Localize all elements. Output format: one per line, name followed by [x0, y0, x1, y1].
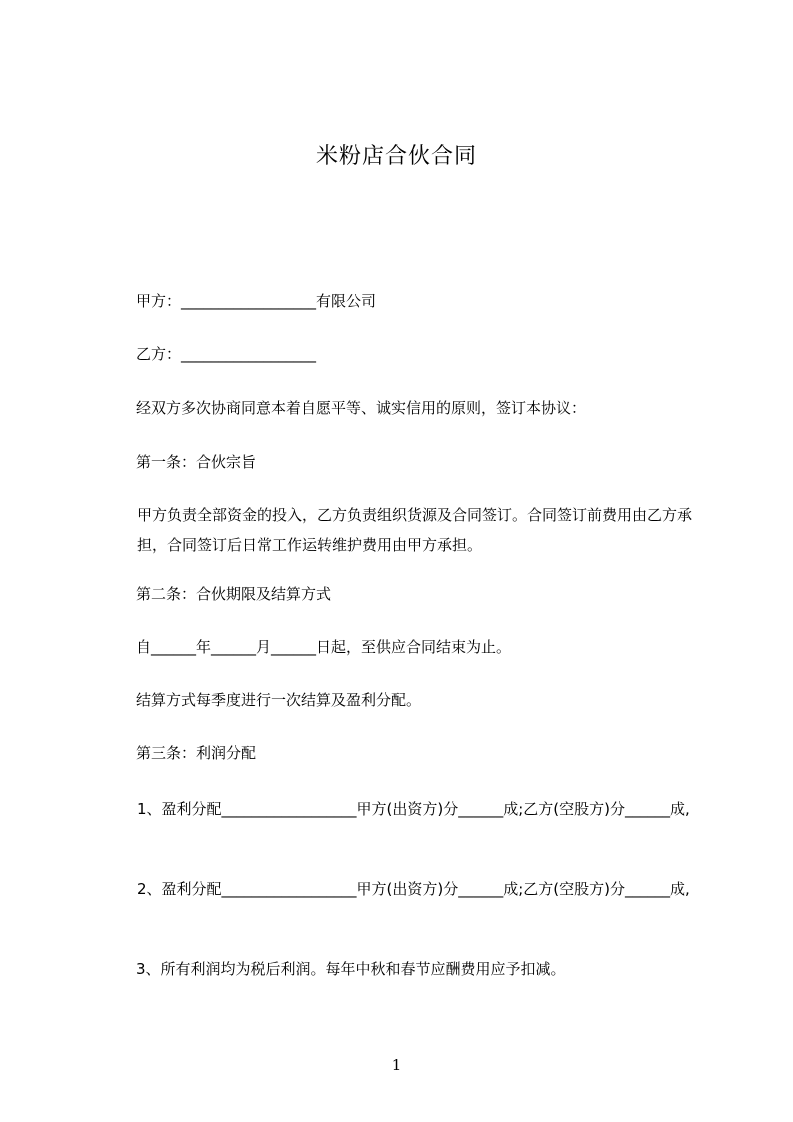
party-a-line: 甲方：__________________有限公司 — [136, 292, 377, 310]
article-1-paragraph: 甲方负责全部资金的投入，乙方负责组织货源及合同签订。合同签订前费用由乙方承担，合同签订后日常工作运转维护费用由甲方承担。 — [137, 506, 693, 554]
article-1-text — [103, 500, 703, 560]
article-3-heading: 第三条：利润分配 — [136, 744, 257, 762]
article-3-item-1 — [103, 794, 703, 824]
article-2-heading: 第二条：合伙期限及结算方式 — [136, 585, 332, 603]
article-3-item-2-text: 2、盈利分配__________________甲方(出资方)分______成;乙方(空股方)分______成, — [137, 880, 690, 898]
preamble-text: 经双方多次协商同意本着自愿平等、诚实信用的原则，签订本协议： — [136, 399, 587, 417]
article-2-settlement: 结算方式每季度进行一次结算及盈利分配。 — [136, 691, 422, 709]
party-b-line: 乙方：__________________ — [136, 345, 317, 363]
page-number: 1 — [391, 1056, 402, 1074]
document-title: 米粉店合伙合同 — [315, 144, 477, 169]
article-3-item-3: 3、所有利润均为税后利润。每年中秋和春节应酬费用应予扣减。 — [136, 960, 566, 978]
article-3-item-1-text: 1、盈利分配__________________甲方(出资方)分______成;乙方(空股方)分______成, — [137, 800, 690, 818]
article-1-heading: 第一条：合伙宗旨 — [136, 453, 257, 471]
article-2-term: 自______年______月______日起，至供应合同结束为止。 — [136, 638, 512, 656]
article-3-item-2 — [103, 874, 703, 904]
